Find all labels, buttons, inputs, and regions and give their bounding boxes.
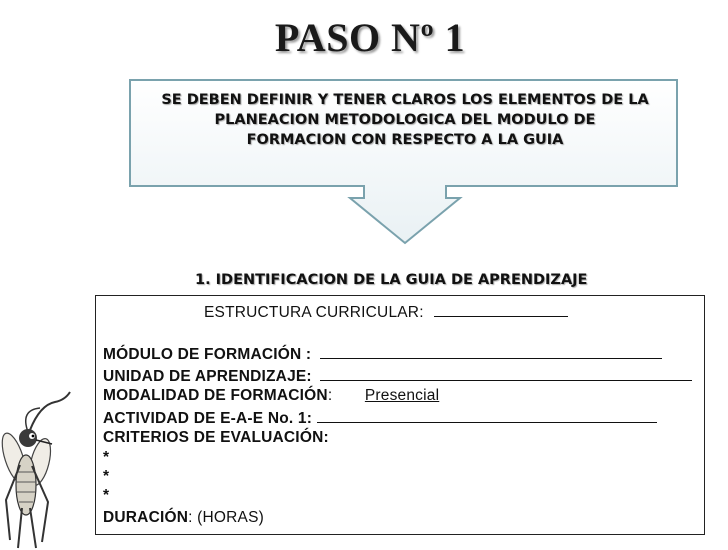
estructura-blank[interactable] bbox=[434, 302, 568, 317]
modulo-label: MÓDULO DE FORMACIÓN : bbox=[103, 346, 312, 363]
modalidad-value: Presencial bbox=[364, 387, 440, 404]
actividad-label: ACTIVIDAD DE E-A-E No. 1: bbox=[103, 410, 313, 427]
mosquito-cartoon-icon bbox=[0, 390, 90, 550]
criterios-line: CRITERIOS DE EVALUACIÓN: bbox=[103, 429, 329, 446]
unidad-blank[interactable] bbox=[320, 366, 692, 381]
callout-line: SE DEBEN DEFINIR Y TENER CLAROS LOS ELEMENTOS DE LA bbox=[161, 92, 649, 108]
criterio-bullet: * bbox=[103, 468, 110, 485]
unidad-line bbox=[103, 366, 692, 386]
actividad-blank[interactable] bbox=[317, 408, 657, 423]
duracion-label: DURACIÓN bbox=[103, 509, 189, 526]
callout-text bbox=[140, 90, 670, 150]
page-title: PASO Nº 1 bbox=[274, 15, 466, 60]
modalidad-colon: : bbox=[327, 387, 333, 404]
modalidad-line bbox=[103, 387, 439, 405]
duracion-line bbox=[103, 509, 264, 527]
callout-line: FORMACION CON RESPECTO A LA GUIA bbox=[246, 132, 564, 148]
identification-form bbox=[95, 295, 705, 535]
modulo-line bbox=[103, 344, 662, 364]
estructura-curricular-line bbox=[204, 302, 568, 322]
criterio-bullet: * bbox=[103, 487, 110, 504]
estructura-label: ESTRUCTURA CURRICULAR: bbox=[204, 304, 424, 321]
actividad-line bbox=[103, 408, 657, 428]
duracion-value: : (HORAS) bbox=[188, 509, 264, 526]
modalidad-label: MODALIDAD DE FORMACIÓN bbox=[103, 387, 328, 404]
modulo-blank[interactable] bbox=[320, 344, 662, 359]
section-heading: 1. IDENTIFICACION DE LA GUIA DE APRENDIZAJE bbox=[195, 272, 588, 288]
callout-line: PLANEACION METODOLOGICA DEL MODULO DE bbox=[214, 112, 596, 128]
criterio-bullet: * bbox=[103, 449, 110, 466]
unidad-label: UNIDAD DE APRENDIZAJE: bbox=[103, 368, 312, 385]
